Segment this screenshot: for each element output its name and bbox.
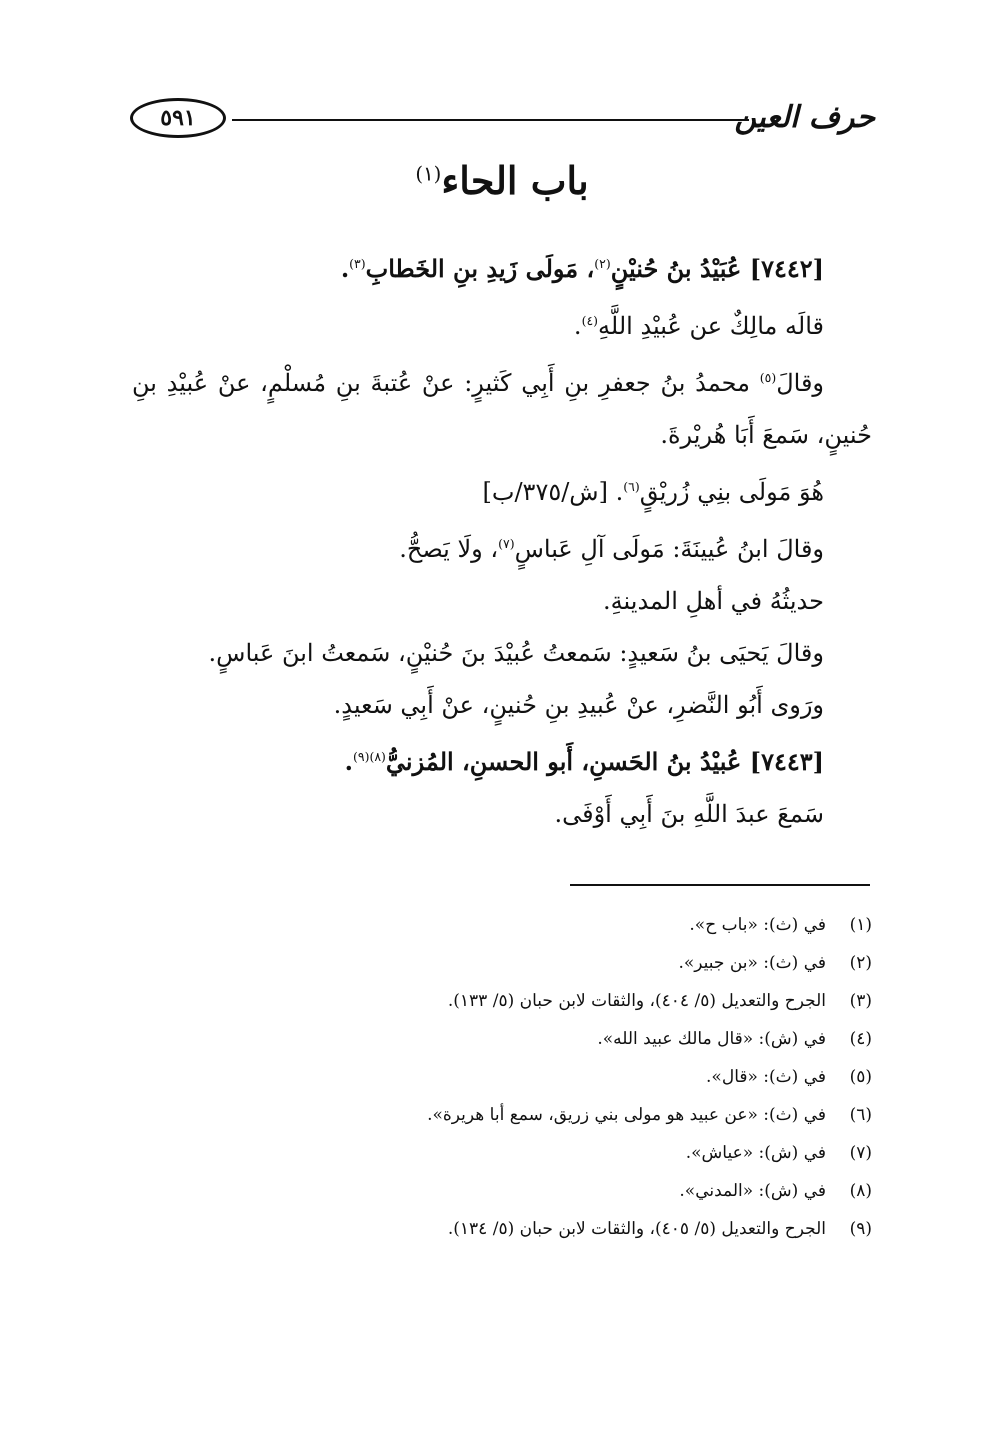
footnote-item: [132, 944, 872, 982]
footnote-item: [132, 1210, 872, 1248]
punctuation: .: [573, 312, 582, 340]
footnote-item: [132, 906, 872, 944]
text-line: وقالَ يَحيَى بنُ سَعيدٍ: سَمعتُ عُبيْدَ بنَ حُنيْنٍ، سَمعتُ ابنَ عَباسٍ.: [208, 639, 824, 667]
page-header: [130, 96, 875, 146]
text-line: [132, 352, 872, 409]
footnote-number: (٥): [849, 1067, 872, 1087]
footnote-item: [132, 1172, 872, 1210]
text-line: ورَوى أَبُو النَّضرِ، عنْ عُبيدِ بنِ حُنينٍ، عنْ أَبِي سَعيدٍ.: [333, 691, 824, 719]
footnote-text: في (ش): «عياش».: [685, 1143, 826, 1163]
entry-heading-7442: [132, 238, 872, 295]
footnote-ref: (٢): [594, 256, 611, 271]
page-number: ٥٩١: [160, 105, 196, 131]
text-segment: وقالَ: [776, 369, 824, 397]
text-segment: ، ولَا يَصحُّ.: [399, 535, 499, 563]
footnote-number: (٧): [849, 1143, 872, 1163]
text-segment: محمدُ بنُ جعفرِ بنِ أَبِي كَثيرٍ: عنْ عُتبةَ بنِ مُسلْمٍ، عنْ عُبيْدِ بنِ: [132, 369, 760, 397]
footnote-item: [132, 982, 872, 1020]
section-title: [0, 158, 1004, 203]
footnote-text: الجرح والتعديل (٥/ ٤٠٥)، والثقات لابن حبان (٥/ ١٣٤).: [447, 1219, 826, 1239]
footnote-number: (٦): [849, 1105, 872, 1125]
text-segment: هُوَ مَولَى بنِي زُريْقٍ: [639, 478, 824, 506]
footnote-number: (٢): [849, 953, 872, 973]
footnote-text: في (ش): «المدني».: [679, 1181, 826, 1201]
entry-heading-7443: [132, 731, 872, 788]
entry-heading-text: ، مَولَى زَيدِ بنِ الخَطابِ: [365, 254, 595, 283]
punctuation: .: [344, 747, 354, 776]
footnote-number: (١): [849, 915, 872, 935]
manuscript-ref: . [ش/٣٧٥/ب]: [482, 478, 624, 506]
page-number-badge: [130, 98, 226, 138]
footnote-number: (٩): [849, 1219, 872, 1239]
footnote-number: (٨): [849, 1181, 872, 1201]
footnote-text: في (ش): «قال مالك عبيد الله».: [597, 1029, 826, 1049]
punctuation: .: [340, 254, 350, 283]
footnote-ref: (٤): [581, 313, 599, 328]
text-line: سَمعَ عبدَ اللَّهِ بنَ أَبِي أَوْفَى.: [554, 800, 824, 828]
footnote-ref: (٥): [759, 370, 777, 385]
footnote-number: (٤): [849, 1029, 872, 1049]
footnote-item: [132, 1058, 872, 1096]
header-rule: [232, 119, 749, 121]
footnote-item: [132, 1020, 872, 1058]
entry-heading-text: [٧٤٤٣] عُبيْدُ بنُ الحَسنِ، أَبو الحسنِ، المُزنيُّ: [385, 747, 824, 776]
footnote-text: في (ث): «بن جبير».: [678, 953, 826, 973]
footnotes: [132, 906, 872, 1248]
footnote-item: [132, 1134, 872, 1172]
text-line: حديثُهُ في أهلِ المدينةِ.: [603, 587, 824, 615]
footnote-ref: (١): [415, 162, 442, 186]
text-line: [132, 295, 872, 352]
footnote-number: (٣): [849, 991, 872, 1011]
footnote-text: الجرح والتعديل (٥/ ٤٠٤)، والثقات لابن حبان (٥/ ١٣٣).: [447, 991, 826, 1011]
chapter-title: حرف العين: [734, 100, 875, 135]
footnote-ref: (٧): [498, 536, 515, 551]
text-line: حُنينٍ، سَمعَ أَبَا هُريْرةَ.: [660, 421, 872, 449]
text-line: [132, 518, 872, 575]
footnote-text: في (ث): «عن عبيد هو مولى بني زريق، سمع أبا هريرة».: [427, 1105, 826, 1125]
footnote-ref: (٨)(٩): [353, 749, 386, 764]
footnote-ref: (٦): [623, 479, 640, 494]
text-line: [132, 461, 872, 518]
main-text: [132, 238, 872, 840]
footnote-separator: [570, 884, 870, 886]
text-segment: قالَه مالِكٌ عن عُبيْدِ اللَّهِ: [598, 312, 824, 340]
footnote-item: [132, 1096, 872, 1134]
section-title-text: باب الحاء: [441, 158, 589, 203]
footnote-text: في (ث): «باب ح».: [689, 915, 826, 935]
entry-heading-text: [٧٤٤٢] عُبَيْدُ بنُ حُنيْنٍ: [610, 254, 824, 283]
footnote-ref: (٣): [349, 256, 366, 271]
text-segment: وقالَ ابنُ عُيينَةَ: مَولَى آلِ عَباسٍ: [514, 535, 824, 563]
footnote-text: في (ث): «قال».: [706, 1067, 826, 1087]
